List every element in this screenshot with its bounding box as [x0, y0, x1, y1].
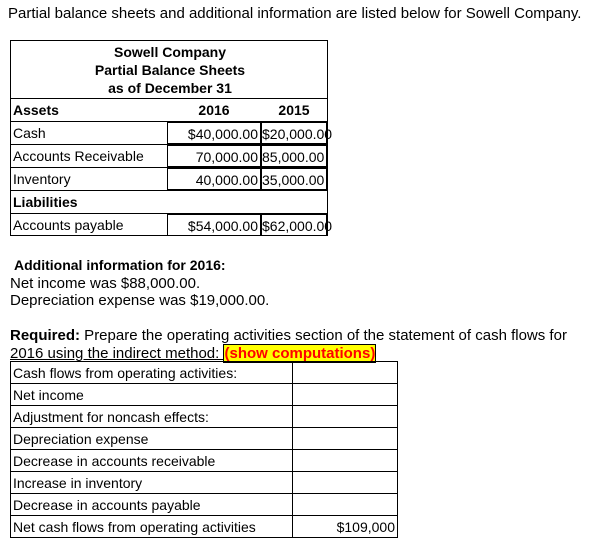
table-row [11, 472, 398, 494]
value-2015: 85,000.00 [261, 145, 327, 167]
row-label: Cash flows from operating activities: [11, 362, 293, 384]
required-line-2 [10, 345, 376, 362]
value-2016: $54,000.00 [167, 214, 261, 236]
row-label: Decrease in accounts receivable [11, 450, 293, 472]
col-2015: 2015 [278, 102, 310, 118]
answer-cell[interactable] [293, 472, 398, 494]
row-label: Net cash flows from operating activities [11, 516, 293, 538]
col-2016: 2016 [198, 102, 230, 118]
balance-sheet [10, 40, 333, 236]
answer-cell[interactable] [293, 362, 398, 384]
liabilities-heading: Liabilities [13, 194, 78, 210]
row-label: Decrease in accounts payable [11, 494, 293, 516]
row-label: Depreciation expense [11, 428, 293, 450]
answer-cell[interactable] [293, 450, 398, 472]
table-row [11, 362, 398, 384]
value-2015: 35,000.00 [261, 168, 327, 190]
row-label: Accounts Receivable [13, 148, 144, 164]
show-computations-highlight: (show computations) [224, 345, 376, 362]
additional-info-heading: Additional information for 2016: [14, 257, 226, 273]
table-row [11, 516, 398, 538]
value-2016: 40,000.00 [167, 168, 261, 190]
table-row [11, 122, 333, 145]
table-row [11, 168, 327, 191]
row-label: Inventory [13, 171, 71, 187]
table-row [11, 428, 398, 450]
answer-cell[interactable] [293, 428, 398, 450]
table-row [11, 494, 398, 516]
table-row [11, 145, 327, 168]
row-label: Increase in inventory [11, 472, 293, 494]
answer-cell[interactable] [293, 384, 398, 406]
table-row [11, 384, 398, 406]
value-2015: $20,000.00 [261, 122, 327, 144]
cash-flow-table [10, 361, 398, 538]
intro-text: Partial balance sheets and additional information are listed below for Sowell Company. [8, 5, 582, 22]
required-text-1: Prepare the operating activities section of the statement of cash flows for [80, 327, 567, 344]
balance-sheet-date: as of December 31 [108, 80, 232, 96]
table-row [11, 406, 398, 428]
required-text-2: 2016 using the indirect method: [10, 345, 224, 362]
value-2015: $62,000.00 [261, 214, 327, 236]
row-label: Adjustment for noncash effects: [11, 406, 293, 428]
table-row [11, 214, 333, 237]
liabilities-header-row [11, 191, 327, 214]
answer-cell[interactable] [293, 406, 398, 428]
net-income-note: Net income was $88,000.00. [10, 275, 201, 292]
row-label: Net income [11, 384, 293, 406]
value-2016: 70,000.00 [167, 145, 261, 167]
row-label: Cash [13, 125, 46, 141]
row-label: Accounts payable [13, 217, 124, 233]
depreciation-note: Depreciation expense was $19,000.00. [10, 292, 270, 309]
assets-heading: Assets [13, 102, 59, 118]
assets-header-row [11, 99, 327, 122]
required-line-1 [10, 327, 567, 344]
answer-cell[interactable] [293, 494, 398, 516]
table-row [11, 450, 398, 472]
required-label: Required: [10, 327, 81, 344]
value-2016: $40,000.00 [167, 122, 261, 144]
company-name: Sowell Company [113, 44, 227, 60]
net-cash-flow-value[interactable]: $109,000 [293, 516, 398, 538]
balance-sheet-title: Partial Balance Sheets [94, 62, 246, 78]
